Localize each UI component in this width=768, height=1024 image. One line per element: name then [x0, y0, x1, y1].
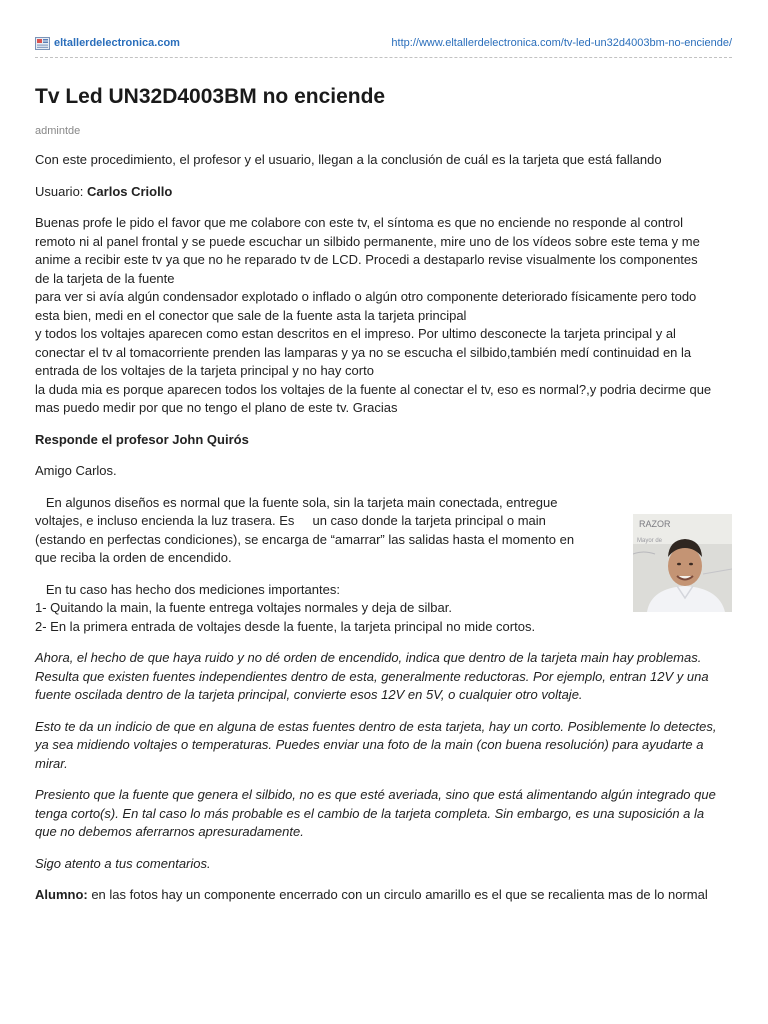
professor-photo: [633, 514, 732, 612]
student-paragraph: [35, 886, 740, 905]
page-url-link[interactable]: http://www.eltallerdelectronica.com/tv-led-un32d4003bm-no-enciende/: [391, 37, 732, 49]
reply-italic-line: Resulta que existen fuentes independientes dentro de esta, generalmente reductoras. Por ejemplo, entran 12V y una: [35, 668, 709, 684]
question-paragraph: [35, 214, 740, 418]
question-line: entrada de los voltajes de la tarjeta principal y no hay corto: [35, 363, 374, 378]
question-line: la duda mia es porque aparecen todos los voltajes de la fuente al conectar el tv, eso es normal?,y podria decirme que: [35, 381, 712, 397]
user-name: Carlos Criollo: [87, 183, 173, 199]
reply-italic-line: Presiento que la fuente que genera el silbido, no es que esté averiada, sino que está alimentando algún integrado que: [35, 787, 716, 802]
whiteboard-subtext: Mayor de: [637, 538, 663, 544]
question-line: remoto ni al panel frontal y se puede escuchar un silbido permanente, mire uno de los vídeos sobre este tema y me: [35, 233, 700, 249]
reply-line: que reciba la orden de encendido.: [35, 550, 232, 565]
page-header: [35, 36, 732, 54]
reply-italic-line: que no debemos aferrarnos apresuradamente.: [35, 824, 304, 839]
reply-line: En algunos diseños es normal que la fuente sola, sin la tarjeta main conectada, entregue: [35, 494, 558, 510]
question-line: mas puedo medir por que no tengo el plano de este tv. Gracias: [35, 400, 398, 415]
professor-portrait-image: [633, 514, 732, 612]
reply-italic-paragraph-3: [35, 786, 740, 842]
site-name-link[interactable]: eltallerdelectronica.com: [54, 37, 180, 49]
whiteboard-text: RAZOR: [639, 519, 671, 529]
reply-italic-paragraph-2: [35, 718, 740, 774]
reply-line: 1- Quitando la main, la fuente entrega voltajes normales y deja de silbar.: [35, 600, 452, 615]
question-line: Buenas profe le pido el favor que me colabore con este tv, el síntoma es que no enciende no responde al control: [35, 215, 684, 230]
header-divider: [35, 57, 732, 58]
reply-closing: Sigo atento a tus comentarios.: [35, 855, 211, 871]
reply-italic-line: Ahora, el hecho de que haya ruido y no dé orden de encendido, indica que dentro de la tarjeta main hay problemas.: [35, 650, 702, 665]
reply-line: voltajes, e incluso encienda la luz trasera. Es un caso donde la tarjeta principal o main: [35, 513, 546, 528]
intro-paragraph: Con este procedimiento, el profesor y el usuario, llegan a la conclusión de cuál es la tarjeta que está fallando: [35, 152, 662, 167]
site-favicon-icon: [35, 36, 50, 51]
article-author: admintde: [35, 125, 81, 137]
reply-italic-line: mirar.: [35, 755, 68, 771]
reply-line: (estando en perfectas condiciones), se encarga de “amarrar” las salidas hasta el momento en: [35, 531, 575, 547]
question-line: y todos los voltajes aparecen como estan descritos en el impreso. Por ultimo desconecte la tarjeta principal y al: [35, 326, 676, 341]
question-line: esta bien, medi en el conector que sale de la fuente asta la tarjeta principal: [35, 307, 467, 323]
reply-line: En tu caso has hecho dos mediciones importantes:: [35, 581, 340, 597]
student-label: Alumno:: [35, 887, 88, 902]
question-line: conectar el tv al tomacorriente prenden las lamparas y ya no se escucha el silbido,también medí continuidad en la: [35, 344, 692, 360]
reply-italic-line: tenga corto(s). En tal caso lo más probable es el cambio de la tarjeta completa. Sin embargo, es una suposición a la: [35, 805, 705, 821]
greeting-paragraph: Amigo Carlos.: [35, 463, 117, 478]
question-line: anime a recibir este tv ya que no he reparado tv de LCD. Procedi a destaparlo revise visualmente los componentes: [35, 252, 698, 267]
reply-italic-line: ya sea midiendo voltajes o temperaturas. Puedes enviar una foto de la main (con buena resolución) para ayudarte a: [35, 737, 704, 752]
user-line: [35, 183, 740, 202]
reply-italic-paragraph-4: [35, 855, 740, 874]
question-line: de la tarjeta de la fuente: [35, 270, 175, 286]
reply-italic-line: fuente oscilada dentro de la tarjeta principal, convierte esos 12V en 5V, o cualquier otro voltaje.: [35, 687, 583, 702]
student-text: en las fotos hay un componente encerrado con un circulo amarillo es el que se recalienta mas de lo normal: [87, 887, 708, 902]
professor-heading-text: Responde el profesor John Quirós: [35, 431, 249, 447]
question-line: para ver si avía algún condensador explotado o inflado o algún otro componente deteriorado físicamente pero todo: [35, 289, 697, 304]
reply-italic-paragraph-1: [35, 649, 740, 705]
reply-line: 2- En la primera entrada de voltajes desde la fuente, la tarjeta principal no mide cortos.: [35, 618, 536, 634]
reply-italic-line: Esto te da un indicio de que en alguna de estas fuentes dentro de esta tarjeta, hay un corto. Posiblemente lo detectes,: [35, 718, 717, 734]
article-title: Tv Led UN32D4003BM no enciende: [35, 85, 386, 108]
user-label: Usuario:: [35, 183, 88, 199]
professor-heading: [35, 431, 740, 450]
